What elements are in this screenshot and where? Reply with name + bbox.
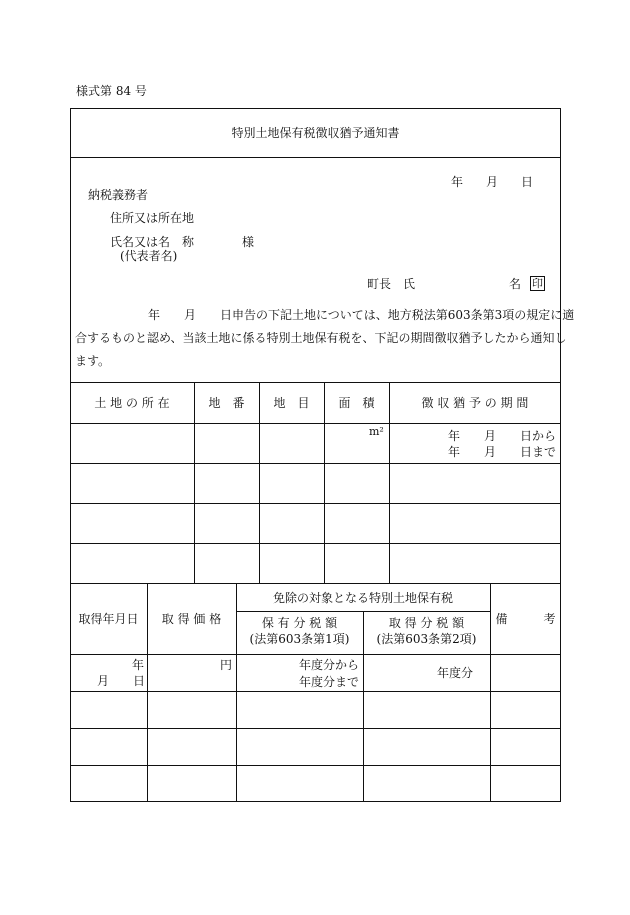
table1-top-rule (70, 382, 561, 383)
date-month: 月 (486, 175, 499, 189)
taxpayer-label: 納税義務者 (88, 188, 149, 202)
period-to: 年 月 日まで (447, 445, 556, 459)
table1-col-rule-2 (259, 382, 260, 583)
table2-header-rule (70, 654, 561, 655)
row-fy-to: 年度分まで (299, 675, 360, 689)
issuer-name: 名 (509, 277, 522, 291)
table2-col-rule-2 (236, 583, 237, 802)
header-acquisition-tax: 取 得 分 税 額 (388, 616, 465, 630)
table1-bottom-rule (70, 583, 561, 584)
document-title: 特別土地保有税徴収猶予通知書 (231, 126, 400, 140)
area-unit: m² (369, 425, 384, 438)
issuer-title: 町長 氏 (367, 277, 416, 291)
header-exempt-group: 免除の対象となる特別土地保有税 (272, 591, 453, 605)
table1-row-rule-3 (70, 543, 561, 544)
table1-row-rule-1 (70, 463, 561, 464)
sama-label: 様 (242, 235, 255, 249)
seal-mark: 印 (532, 277, 543, 290)
table1-header-rule (70, 423, 561, 424)
header-deferral-period: 徴 収 猶 予 の 期 間 (421, 396, 529, 410)
date-day: 日 (521, 175, 534, 189)
header-acquired-price: 取 得 価 格 (161, 612, 222, 626)
table1-col-rule-3 (324, 382, 325, 583)
row-yen: 円 (220, 658, 233, 672)
table1-col-rule-4 (389, 382, 390, 583)
name-label: 氏名又は名 称 (110, 235, 195, 249)
header-holding-tax: 保 有 分 税 額 (261, 616, 338, 630)
table1-col-rule-1 (194, 382, 195, 583)
header-land-category: 地 目 (273, 396, 310, 410)
header-area: 面 積 (338, 396, 375, 410)
body-line-3: ます。 (75, 354, 111, 368)
table2-row-rule-3 (70, 765, 561, 766)
table2-row-rule-1 (70, 691, 561, 692)
row-fy: 年度分 (437, 666, 474, 680)
table1-row-rule-2 (70, 503, 561, 504)
representative-label: (代表者名) (120, 249, 178, 263)
title-divider (70, 157, 561, 158)
table2-row-rule-2 (70, 728, 561, 729)
header-holding-law: (法第603条第1項) (249, 632, 350, 646)
header-lot-number: 地 番 (208, 396, 245, 410)
body-line-2: 合するものと認め、当該土地に係る特別土地保有税を、下記の期間徴収猶予したから通知し (75, 331, 567, 345)
row-fy-from: 年度分から (299, 658, 360, 672)
row-year: 年 (132, 658, 145, 672)
form-number: 様式第 84 号 (76, 84, 147, 98)
header-location: 土 地 の 所 在 (94, 396, 170, 410)
row-month-day: 月 日 (97, 674, 146, 688)
body-line-1: 年 月 日申告の下記土地については、地方税法第603条第3項の規定に適 (148, 308, 575, 322)
address-label: 住所又は所在地 (110, 211, 195, 225)
period-from: 年 月 日から (447, 429, 556, 443)
header-acquired-date: 取得年月日 (78, 612, 139, 626)
header-remarks: 備 考 (495, 612, 556, 626)
header-acquisition-law: (法第603条第2項) (376, 632, 477, 646)
date-year: 年 (451, 175, 464, 189)
